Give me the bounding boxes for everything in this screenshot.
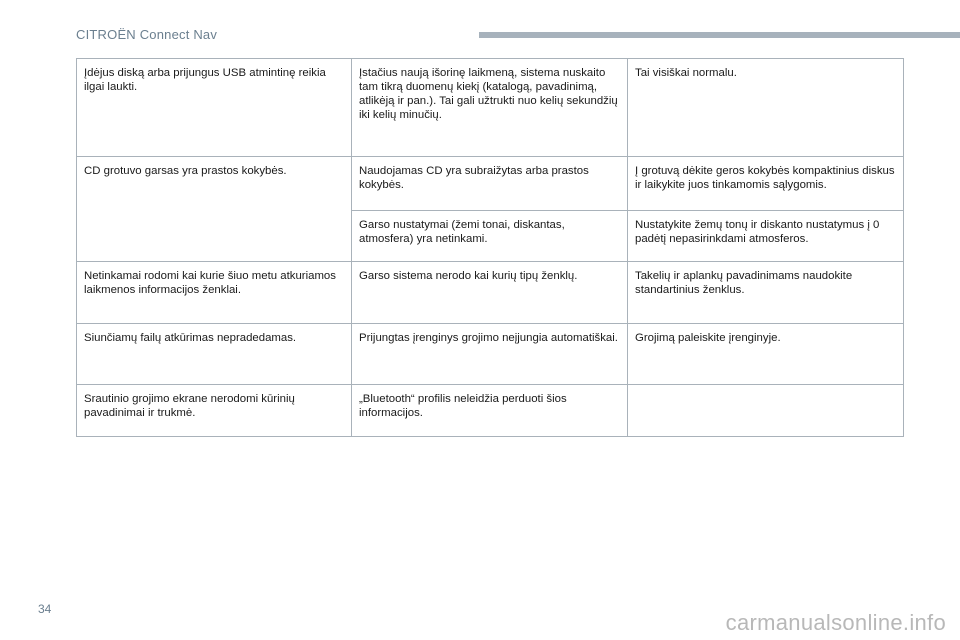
solution-cell: Grojimą paleiskite įrenginyje. [628,324,904,385]
cause-cell: Naudojamas CD yra subraižytas arba prastos kokybės. [352,157,628,211]
solution-cell: Į grotuvą dėkite geros kokybės kompaktinius diskus ir laikykite juos tinkamomis sąlygomis. [628,157,904,211]
solution-cell: Takelių ir aplankų pavadinimams naudokite standartinius ženklus. [628,262,904,324]
table-row [77,324,904,385]
header-bar [479,32,960,38]
problem-cell: Siunčiamų failų atkūrimas nepradedamas. [77,324,352,385]
cause-cell: Prijungtas įrenginys grojimo neįjungia automatiškai. [352,324,628,385]
table-row [77,385,904,437]
cause-cell: Garso sistema nerodo kai kurių tipų ženklų. [352,262,628,324]
troubleshooting-table [76,58,904,437]
solution-cell [628,385,904,437]
cause-cell: „Bluetooth“ profilis neleidžia perduoti šios informacijos. [352,385,628,437]
watermark: carmanualsonline.info [725,610,946,635]
problem-cell: Netinkamai rodomi kai kurie šiuo metu atkuriamos laikmenos informacijos ženklai. [77,262,352,324]
problem-cell: CD grotuvo garsas yra prastos kokybės. [77,157,352,262]
table-row [77,262,904,324]
page-header-title: CITROËN Connect Nav [76,27,218,42]
solution-cell: Nustatykite žemų tonų ir diskanto nustatymus į 0 padėtį nepasirinkdami atmosferos. [628,211,904,262]
page-number: 34 [38,602,52,616]
table-row [77,157,904,211]
problem-cell: Įdėjus diską arba prijungus USB atmintinę reikia ilgai laukti. [77,59,352,157]
table-row [77,59,904,157]
solution-cell: Tai visiškai normalu. [628,59,904,157]
problem-cell: Srautinio grojimo ekrane nerodomi kūrinių pavadinimai ir trukmė. [77,385,352,437]
cause-cell: Garso nustatymai (žemi tonai, diskantas, atmosfera) yra netinkami. [352,211,628,262]
cause-cell: Įstačius naują išorinę laikmeną, sistema nuskaito tam tikrą duomenų kiekį (katalogą, pavadinimą, atlikėją ir pan.). Tai gali užtrukti nuo kelių sekundžių iki kelių minučių. [352,59,628,157]
